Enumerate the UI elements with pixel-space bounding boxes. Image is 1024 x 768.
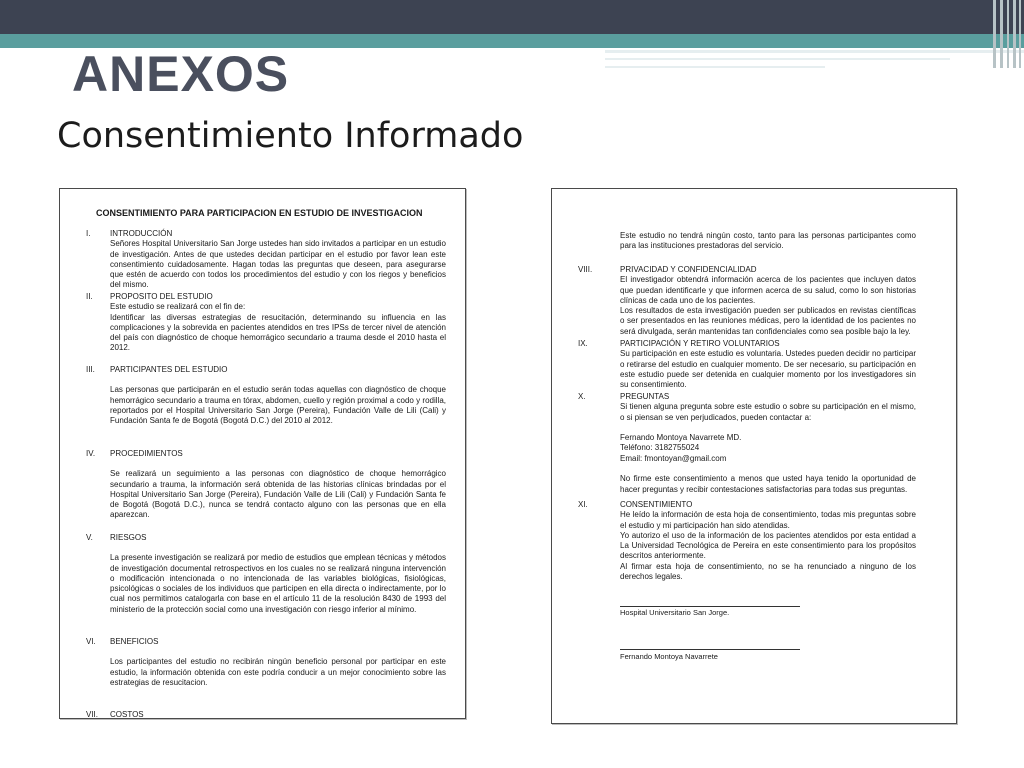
section-preguntas bbox=[578, 392, 916, 495]
section-number: IX. bbox=[578, 339, 588, 348]
section-consentimiento bbox=[578, 500, 916, 582]
accent-line bbox=[605, 58, 950, 60]
section-procedimientos bbox=[86, 449, 446, 521]
section-participacion bbox=[578, 339, 916, 390]
section-body: Señores Hospital Universitario San Jorge ustedes han sido invitados a participar en un estudio de investigación. Antes de que ustedes decidan participar en el estudio por favor lean este consentimiento cuidadosamente. Hagan todas las preguntas que deseen, para asegurarse que estén de acuerdo con todos los procedimientos del estudio y con los riegos y beneficios del mismo. bbox=[110, 239, 446, 290]
section-number: V. bbox=[86, 533, 93, 542]
section-body: El investigador obtendrá información acerca de los pacientes que incluyen datos que puedan identificarle y que informen acerca de su salud, como lo son historias clínicas de cada uno de los pacientes. Los resultados de esta investigación pueden ser publicados en revistas científicas o ser presentados en las reuniones médicas, pero la identidad de los pacientes no será divulgada, serán mantenidas tan confidenciales como sea posible bajo la ley. bbox=[620, 275, 916, 336]
slide-subtitle: Consentimiento Informado bbox=[57, 116, 524, 156]
document-page-left bbox=[59, 188, 466, 719]
section-body: Se realizará un seguimiento a las personas con diagnóstico de choque hemorrágico secundario a trauma, la información será obtenida de las historias clínicas brindadas por el Hospital Universitario San Jorge (Pereira), Fundación Valle de Lili (Cali) y Fundación Santa fe de Bogotá (Bogotá D.C.), nunca se tendrá contacto alguno con las personas que en ella aparezcan. bbox=[110, 469, 446, 520]
section-heading: RIESGOS bbox=[110, 533, 147, 542]
section-heading: PREGUNTAS bbox=[620, 392, 670, 401]
section-body: La presente investigación se realizará por medio de estudios que emplean técnicas y métodos de investigación documental retrospectivos en los cuales no se realizará ninguna intervención o modificación intencionada o no intencionada de las variables biológicas, fisiológicas, psicológicas o sociales de los individuos que participen en ella directa o indirectamente, por lo cual nos permitimos catalogarla con base en el artículo 11 de la resolución 8430 de 1993 del ministerio de la protección social como una investigación con riesgo inferior al mínimo. bbox=[110, 553, 446, 614]
section-number: III. bbox=[86, 365, 95, 374]
section-body: Los participantes del estudio no recibirán ningún beneficio personal por participar en este estudio, la información obtenida con este podría conducir a un mejor conocimiento sobre las estrategias de resucitacion. bbox=[110, 657, 446, 687]
section-heading: PROCEDIMIENTOS bbox=[110, 449, 183, 458]
section-body: Su participación en este estudio es voluntaria. Ustedes pueden decidir no participar o retirarse del estudio en cualquier momento. De ser necesario, su participación en este estudio puede ser detenida en cualquier momento por los investigadores sin su consentimiento. bbox=[620, 349, 916, 390]
accent-line bbox=[605, 66, 825, 68]
section-heading: BENEFICIOS bbox=[110, 637, 159, 646]
signature-line bbox=[620, 649, 800, 650]
section-heading: INTRODUCCIÓN bbox=[110, 229, 173, 238]
accent-stripe bbox=[993, 0, 996, 68]
document-page-right bbox=[551, 188, 957, 724]
section-number: VI. bbox=[86, 637, 96, 646]
section-body: Las personas que participarán en el estudio serán todas aquellas con diagnóstico de choque hemorrágico secundario a trauma en tórax, abdomen, cuello y región proximal a codo y rodilla, reportados por el Hospital Universitario San Jorge (Pereira), Fundación Valle de Lili (Cali) y Fundación Santa fe de Bogotá (Bogotá D.C.) del 2010 al 2012. bbox=[110, 385, 446, 426]
section-number: II. bbox=[86, 292, 93, 301]
section-number: IV. bbox=[86, 449, 96, 458]
section-heading: CONSENTIMIENTO bbox=[620, 500, 693, 509]
section-privacidad bbox=[578, 265, 916, 337]
document-heading: CONSENTIMIENTO PARA PARTICIPACION EN ESTUDIO DE INVESTIGACION bbox=[96, 208, 423, 218]
signature-label: Fernando Montoya Navarrete bbox=[620, 652, 718, 661]
signature-line bbox=[620, 606, 800, 607]
section-body: Este estudio se realizará con el fin de: Identificar las diversas estrategias de resucitación, determinando su influencia en las complicaciones y la sobrevida en pacientes atendidos en tres IPSs de tercer nivel de atención del país con diagnóstico de choque hemorrágico secundario a trauma desde el 2010 hasta el 2012. bbox=[110, 302, 446, 353]
section-beneficios bbox=[86, 637, 446, 688]
section-body: Si tienen alguna pregunta sobre este estudio o sobre su participación en el mismo, o si piensan se ven perjudicados, pueden contactar a: Fernando Montoya Navarrete MD. Teléfono: 3182755024 Email: fmontoyan@gmail.com No firme este consentimiento a menos que usted haya tenido la oportunidad de hacer preguntas y recibir contestaciones satisfactorias para todas sus preguntas. bbox=[620, 402, 916, 494]
section-number: VII. bbox=[86, 710, 99, 719]
section-riesgos bbox=[86, 533, 446, 615]
section-body: He leído la información de esta hoja de consentimiento, todas mis preguntas sobre el estudio y mi participación han sido atendidas. Yo autorizo el uso de la información de los pacientes atendidos por esta entidad a La Universidad Tecnológica de Pereira en este consentimiento para los propósitos descritos anteriormente. Al firmar esta hoja de consentimiento, no se ha renunciado a ninguno de los derechos legales. bbox=[620, 510, 916, 582]
slide-title: ANEXOS bbox=[72, 46, 290, 102]
section-number: X. bbox=[578, 392, 586, 401]
signature-label: Hospital Universitario San Jorge. bbox=[620, 608, 730, 617]
accent-line bbox=[605, 50, 1024, 53]
section-heading: COSTOS bbox=[110, 710, 144, 719]
section-number: I. bbox=[86, 229, 91, 238]
section-participantes bbox=[86, 365, 446, 426]
section-costos bbox=[86, 710, 446, 719]
section-body: Este estudio no tendrá ningún costo, tanto para las personas participantes como para las instituciones prestadoras del servicio. bbox=[620, 231, 916, 251]
accent-stripe bbox=[1000, 0, 1003, 68]
section-heading: PARTICIPANTES DEL ESTUDIO bbox=[110, 365, 228, 374]
accent-stripe bbox=[1007, 0, 1009, 68]
section-introduccion bbox=[86, 229, 446, 291]
section-number: VIII. bbox=[578, 265, 593, 274]
section-proposito bbox=[86, 292, 446, 354]
slide-header-bar bbox=[0, 0, 1024, 34]
section-heading: PROPOSITO DEL ESTUDIO bbox=[110, 292, 213, 301]
section-heading: PARTICIPACIÓN Y RETIRO VOLUNTARIOS bbox=[620, 339, 780, 348]
accent-stripe bbox=[1019, 0, 1021, 68]
section-heading: PRIVACIDAD Y CONFIDENCIALIDAD bbox=[620, 265, 757, 274]
section-number: XI. bbox=[578, 500, 588, 509]
section-costos-continued bbox=[594, 231, 916, 252]
accent-stripe bbox=[1013, 0, 1016, 68]
